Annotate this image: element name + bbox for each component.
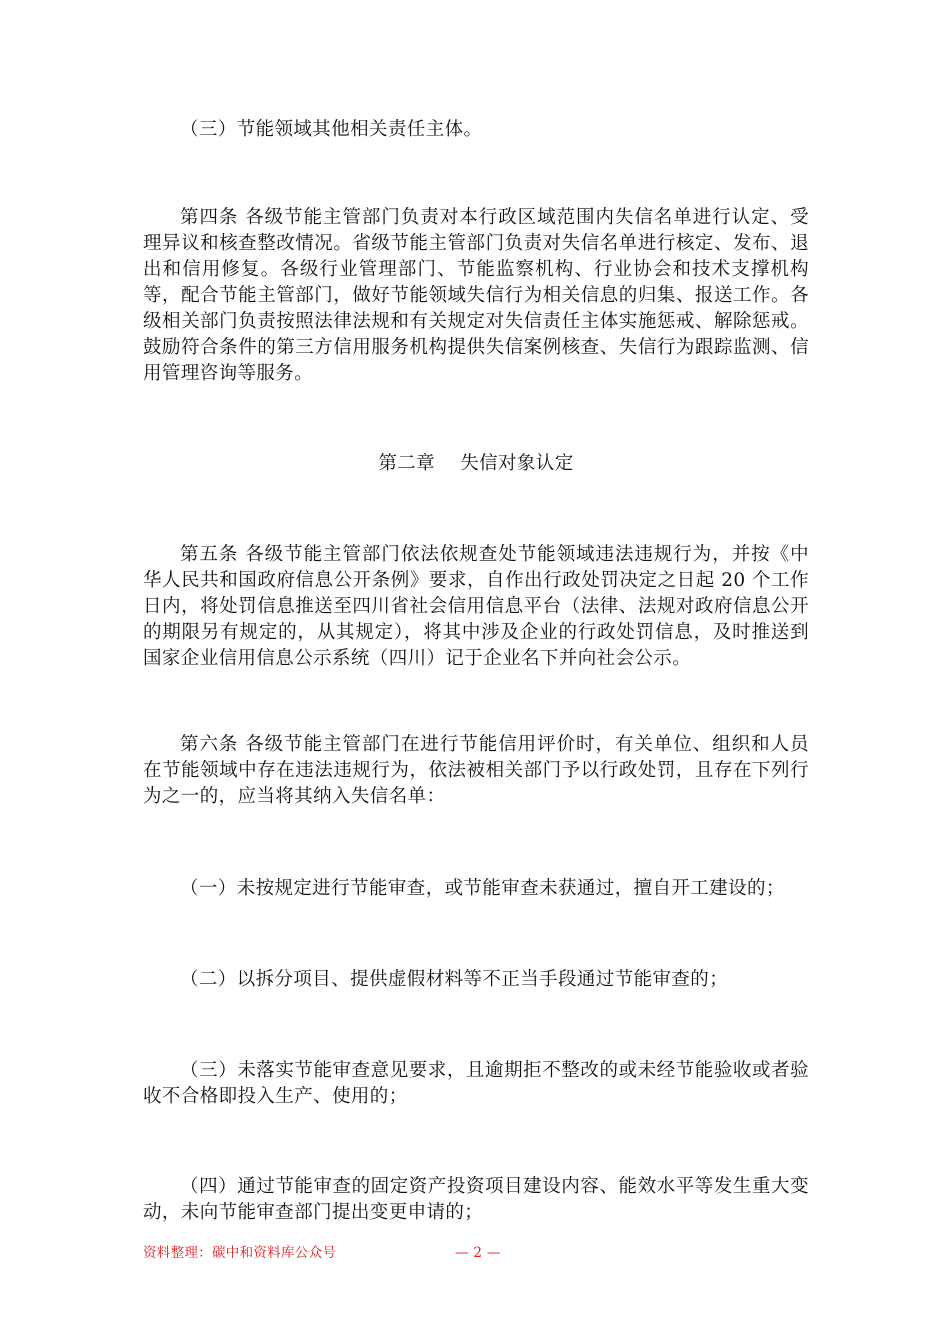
paragraph-item-2-improper-means: （二）以拆分项目、提供虚假材料等不正当手段通过节能审查的； <box>180 969 729 990</box>
paragraph-article-5: 第五条 各级节能主管部门依法依规查处节能领域违法违规行为，并按《中华人民共和国政府信息公开条例》要求，自作出行政处罚决定之日起 20 个工作日内，将处罚信息推送至四川省社会信用信息平台（法律、法规对政府信息公开的期限另有规定的，从其规定），将其中涉及企业的行政处罚信息，及时推送到国家企业信用信息公示系统（四川）记于企业名下并向社会公示。 <box>143 544 809 669</box>
paragraph-item-1-no-review: （一）未按规定进行节能审查，或节能审查未获通过，擅自开工建设的； <box>180 878 785 899</box>
paragraph-item-3-responsible-subjects: （三）节能领域其他相关责任主体。 <box>180 119 483 140</box>
paragraph-item-4-major-change: （四）通过节能审查的固定资产投资项目建设内容、能效水平等发生重大变动，未向节能审查部门提出变更申请的； <box>143 1176 809 1223</box>
chapter-heading: 第二章 失信对象认定 <box>378 453 574 474</box>
footer-page-number: — 2 — <box>455 1245 501 1261</box>
paragraph-article-4: 第四条 各级节能主管部门负责对本行政区域范围内失信名单进行认定、受理异议和核查整改情况。省级节能主管部门负责对失信名单进行核定、发布、退出和信用修复。各级行业管理部门、节能监察机构、行业协会和技术支撑机构等，配合节能主管部门，做好节能领域失信行为相关信息的归集、报送工作。各级相关部门负责按照法律法规和有关规定对失信责任主体实施惩戒、解除惩戒。鼓励符合条件的第三方信用服务机构提供失信案例核查、失信行为跟踪监测、信用管理咨询等服务。 <box>143 207 809 384</box>
paragraph-item-3-not-implemented: （三）未落实节能审查意见要求，且逾期拒不整改的或未经节能验收或者验收不合格即投入生产、使用的； <box>143 1060 809 1107</box>
paragraph-article-6: 第六条 各级节能主管部门在进行节能信用评价时，有关单位、组织和人员在节能领域中存在违法违规行为，依法被相关部门予以行政处罚，且存在下列行为之一的，应当将其纳入失信名单： <box>143 734 809 807</box>
footer-source-label: 资料整理：碳中和资料库公众号 <box>143 1245 337 1261</box>
